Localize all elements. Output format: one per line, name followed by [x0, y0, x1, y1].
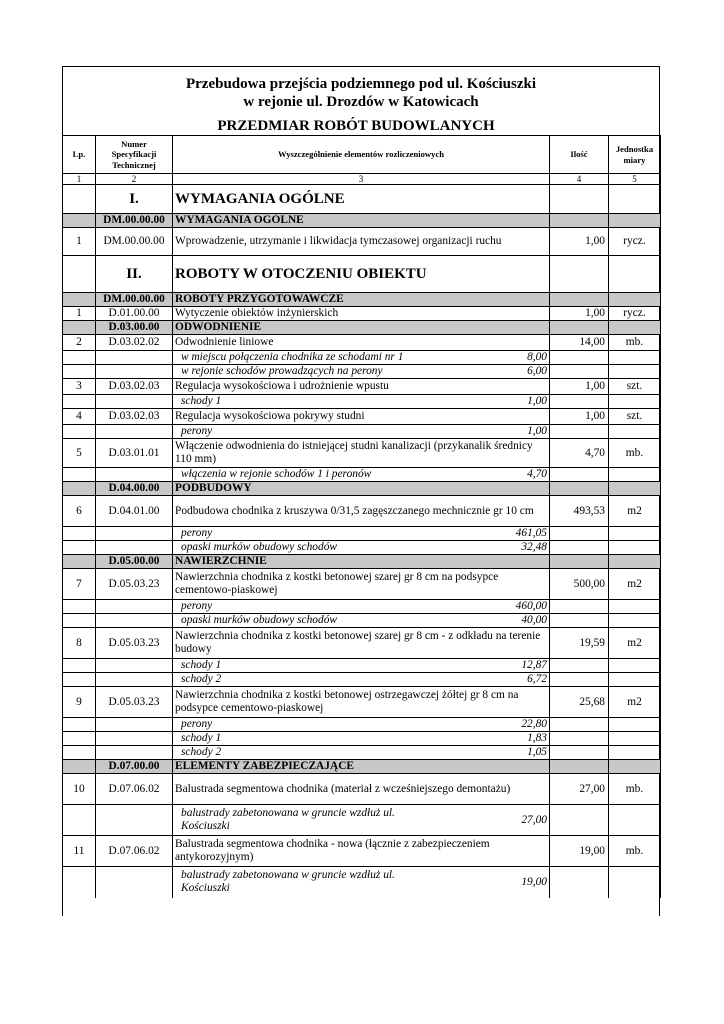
table-row: 11 D.07.06.02 Balustrada segmentowa chodnika - nowa (łącznie z zabezpieczeniem antykorozyjnym) 19,00 mb. [63, 836, 661, 867]
sub-item-row: perony 461,05 [63, 527, 661, 541]
document-title: PRZEDMIAR ROBÓT BUDOWLANYCH [217, 118, 495, 134]
title-line-2: w rejonie ul. Drozdów w Katowicach [243, 94, 479, 110]
table-row: 3 D.03.02.03 Regulacja wysokościowa i udrożnienie wpustu 1,00 szt. [63, 379, 661, 395]
sub-item-row: włączenia w rejonie schodów 1 i peronów 4,70 [63, 468, 661, 482]
sub-item-row: schody 1 1,83 [63, 732, 661, 746]
sub-item-row: w rejonie schodów prowadzących na perony 6,00 [63, 365, 661, 379]
header-unit: Jednostka miary [609, 136, 661, 174]
table-row: 1 DM.00.00.00 Wprowadzenie, utrzymanie i likwidacja tymczasowej organizacji ruchu 1,00 rycz. [63, 228, 661, 256]
header-description: Wyszczególnienie elementów rozliczeniowych [173, 136, 550, 174]
table-row: 8 D.05.03.23 Nawierzchnia chodnika z kostki betonowej szarej gr 8 cm - z odkładu na terenie budowy 19,59 m2 [63, 628, 661, 659]
header-quantity: Ilość [550, 136, 609, 174]
section-row-1: I. WYMAGANIA OGÓLNE [63, 185, 661, 214]
sub-item-row: balustrady zabetonowana w gruncie wzdłuż ul. Kościuszki 19,00 [63, 867, 661, 898]
group-row: D.03.00.00 ODWODNIENIE [63, 321, 661, 335]
sub-item-row: perony 460,00 [63, 600, 661, 614]
header-spec: Numer Specyfikacji Technicznej [96, 136, 173, 174]
group-row: DM.00.00.00 ROBOTY PRZYGOTOWAWCZE [63, 293, 661, 307]
table-header-row [63, 136, 661, 174]
document-sheet [62, 66, 660, 916]
group-row: D.04.00.00 PODBUDOWY [63, 482, 661, 496]
group-row: D.07.00.00 ELEMENTY ZABEZPIECZAJĄCE [63, 760, 661, 774]
table-row: 4 D.03.02.03 Regulacja wysokościowa pokrywy studni 1,00 szt. [63, 409, 661, 425]
sub-item-row: perony 22,80 [63, 718, 661, 732]
sub-item-row: schody 2 1,05 [63, 746, 661, 760]
group-row: DM.00.00.00 WYMAGANIA OGÓLNE [63, 214, 661, 228]
table-row: 5 D.03.01.01 Włączenie odwodnienia do istniejącej studni kanalizacji (przykanalik średnicy 110 mm) 4,70 mb. [63, 439, 661, 468]
table-row: 9 D.05.03.23 Nawierzchnia chodnika z kostki betonowej ostrzegawczej żółtej gr 8 cm na podsypce cementowo-piaskowej 25,68 m2 [63, 687, 661, 718]
sub-item-row: schody 1 12,87 [63, 659, 661, 673]
sub-item-row: perony 1,00 [63, 425, 661, 439]
title-line-1: Przebudowa przejścia podziemnego pod ul. Kościuszki [185, 76, 536, 92]
column-numbers-row: 1 2 3 4 5 [63, 174, 661, 185]
sub-item-row: schody 2 6,72 [63, 673, 661, 687]
table-row: 6 D.04.01.00 Podbudowa chodnika z kruszywa 0/31,5 zagęszczanego mechnicznie gr 10 cm 493,53 m2 [63, 496, 661, 527]
sub-item-row: opaski murków obudowy schodów 32,48 [63, 541, 661, 555]
bill-of-quantities-table [62, 135, 661, 898]
sub-item-row: w miejscu połączenia chodnika ze schodami nr 1 8,00 [63, 351, 661, 365]
header-lp: Lp. [63, 136, 96, 174]
document-header [63, 67, 659, 135]
table-row: 10 D.07.06.02 Balustrada segmentowa chodnika (materiał z wcześniejszego demontażu) 27,00 mb. [63, 774, 661, 805]
group-row: D.05.00.00 NAWIERZCHNIE [63, 555, 661, 569]
sub-item-row: opaski murków obudowy schodów 40,00 [63, 614, 661, 628]
table-row: 1 D.01.00.00 Wytyczenie obiektów inżynierskich 1,00 rycz. [63, 307, 661, 321]
section-row-2: II. ROBOTY W OTOCZENIU OBIEKTU [63, 256, 661, 293]
sub-item-row: balustrady zabetonowana w gruncie wzdłuż ul. Kościuszki 27,00 [63, 805, 661, 836]
sub-item-row: schody 1 1,00 [63, 395, 661, 409]
table-row: 7 D.05.03.23 Nawierzchnia chodnika z kostki betonowej szarej gr 8 cm na podsypce cementowo-piaskowej 500,00 m2 [63, 569, 661, 600]
table-row: 2 D.03.02.02 Odwodnienie liniowe 14,00 mb. [63, 335, 661, 351]
